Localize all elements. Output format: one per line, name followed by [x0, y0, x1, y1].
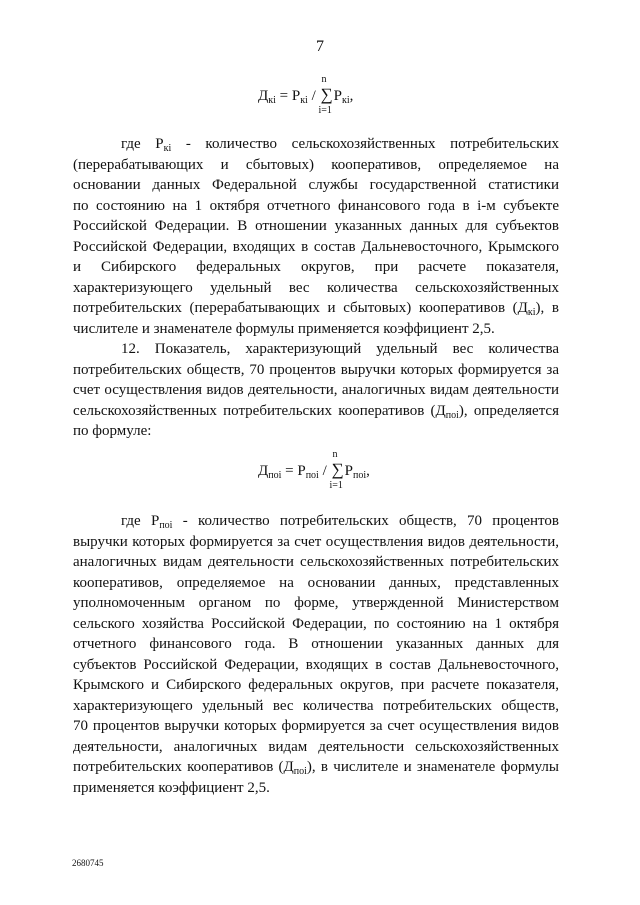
- page-number: 7: [316, 38, 324, 55]
- sum-symbol: n ∑ i=1: [318, 74, 333, 116]
- paragraph-ppoi-definition: где $P_{поi}$ - количество потребительских обществ, 70 процентов выручки которых формируется за счет осуществления видов деятельности, аналогичных видам деятельности сельскохозяйственных потребительских кооперативов, определяемое на основании данных, представленных уполномоченным органом по форме, утвержденной Министерством сельского хозяйства Российской Федерации, по состоянию на 1 октября отчетного финансового года. В отношении указанных данных для субъектов Российской Федерации, входящих в состав Дальневосточного, Крымского и Сибирского федеральных округов, при расчете показателя, характеризующего удельный вес количества потребительских обществ, 70 процентов выручки которых формируется за счет осуществления видов деятельности, аналогичных видам деятельности сельскохозяйственных потребительских кооперативов $(Д_{поi})$, в числителе и знаменателе формулы применяется коэффициент 2,5.: [73, 513, 559, 796]
- document-code: 2680745: [72, 858, 104, 868]
- sum-symbol: n ∑ i=1: [329, 449, 344, 491]
- paragraph-item-12: 12. Показатель, характеризующий удельный вес количества потребительских обществ, 70 процентов выручки которых формируется за счет осуществления видов деятельности, аналогичных видам деятельности сельскохозяйственных потребительских кооперативов $(Д_{поi})$, определяется по формуле:: [73, 341, 559, 439]
- paragraph-pki-definition: где $P_{кi}$ - количество сельскохозяйственных потребительских (перерабатывающих и сбытовых) кооперативов, определяемое на основании данных Федеральной службы государственной статистики по состоянию на 1 октября отчетного финансового года в i-м субъекте Российской Федерации. В отношении указанных данных для субъектов Российской Федерации, входящих в состав Дальневосточного, Крымского и Сибирского федеральных округов, при расчете показателя, характеризующего удельный вес количества сельскохозяйственных потребительских (перерабатывающих и сбытовых) кооперативов $(Д_{кi})$, в числителе и знаменателе формулы применяется коэффициент 2,5.: [73, 136, 559, 337]
- formula-dpoi: $Д_{поi} = P_{поi}$ / n ∑ i=1 $P_{поi}$,: [258, 449, 370, 491]
- formula-dki: $Д_{кi} = P_{кi}$ / n ∑ i=1 $P_{кi}$,: [258, 74, 354, 116]
